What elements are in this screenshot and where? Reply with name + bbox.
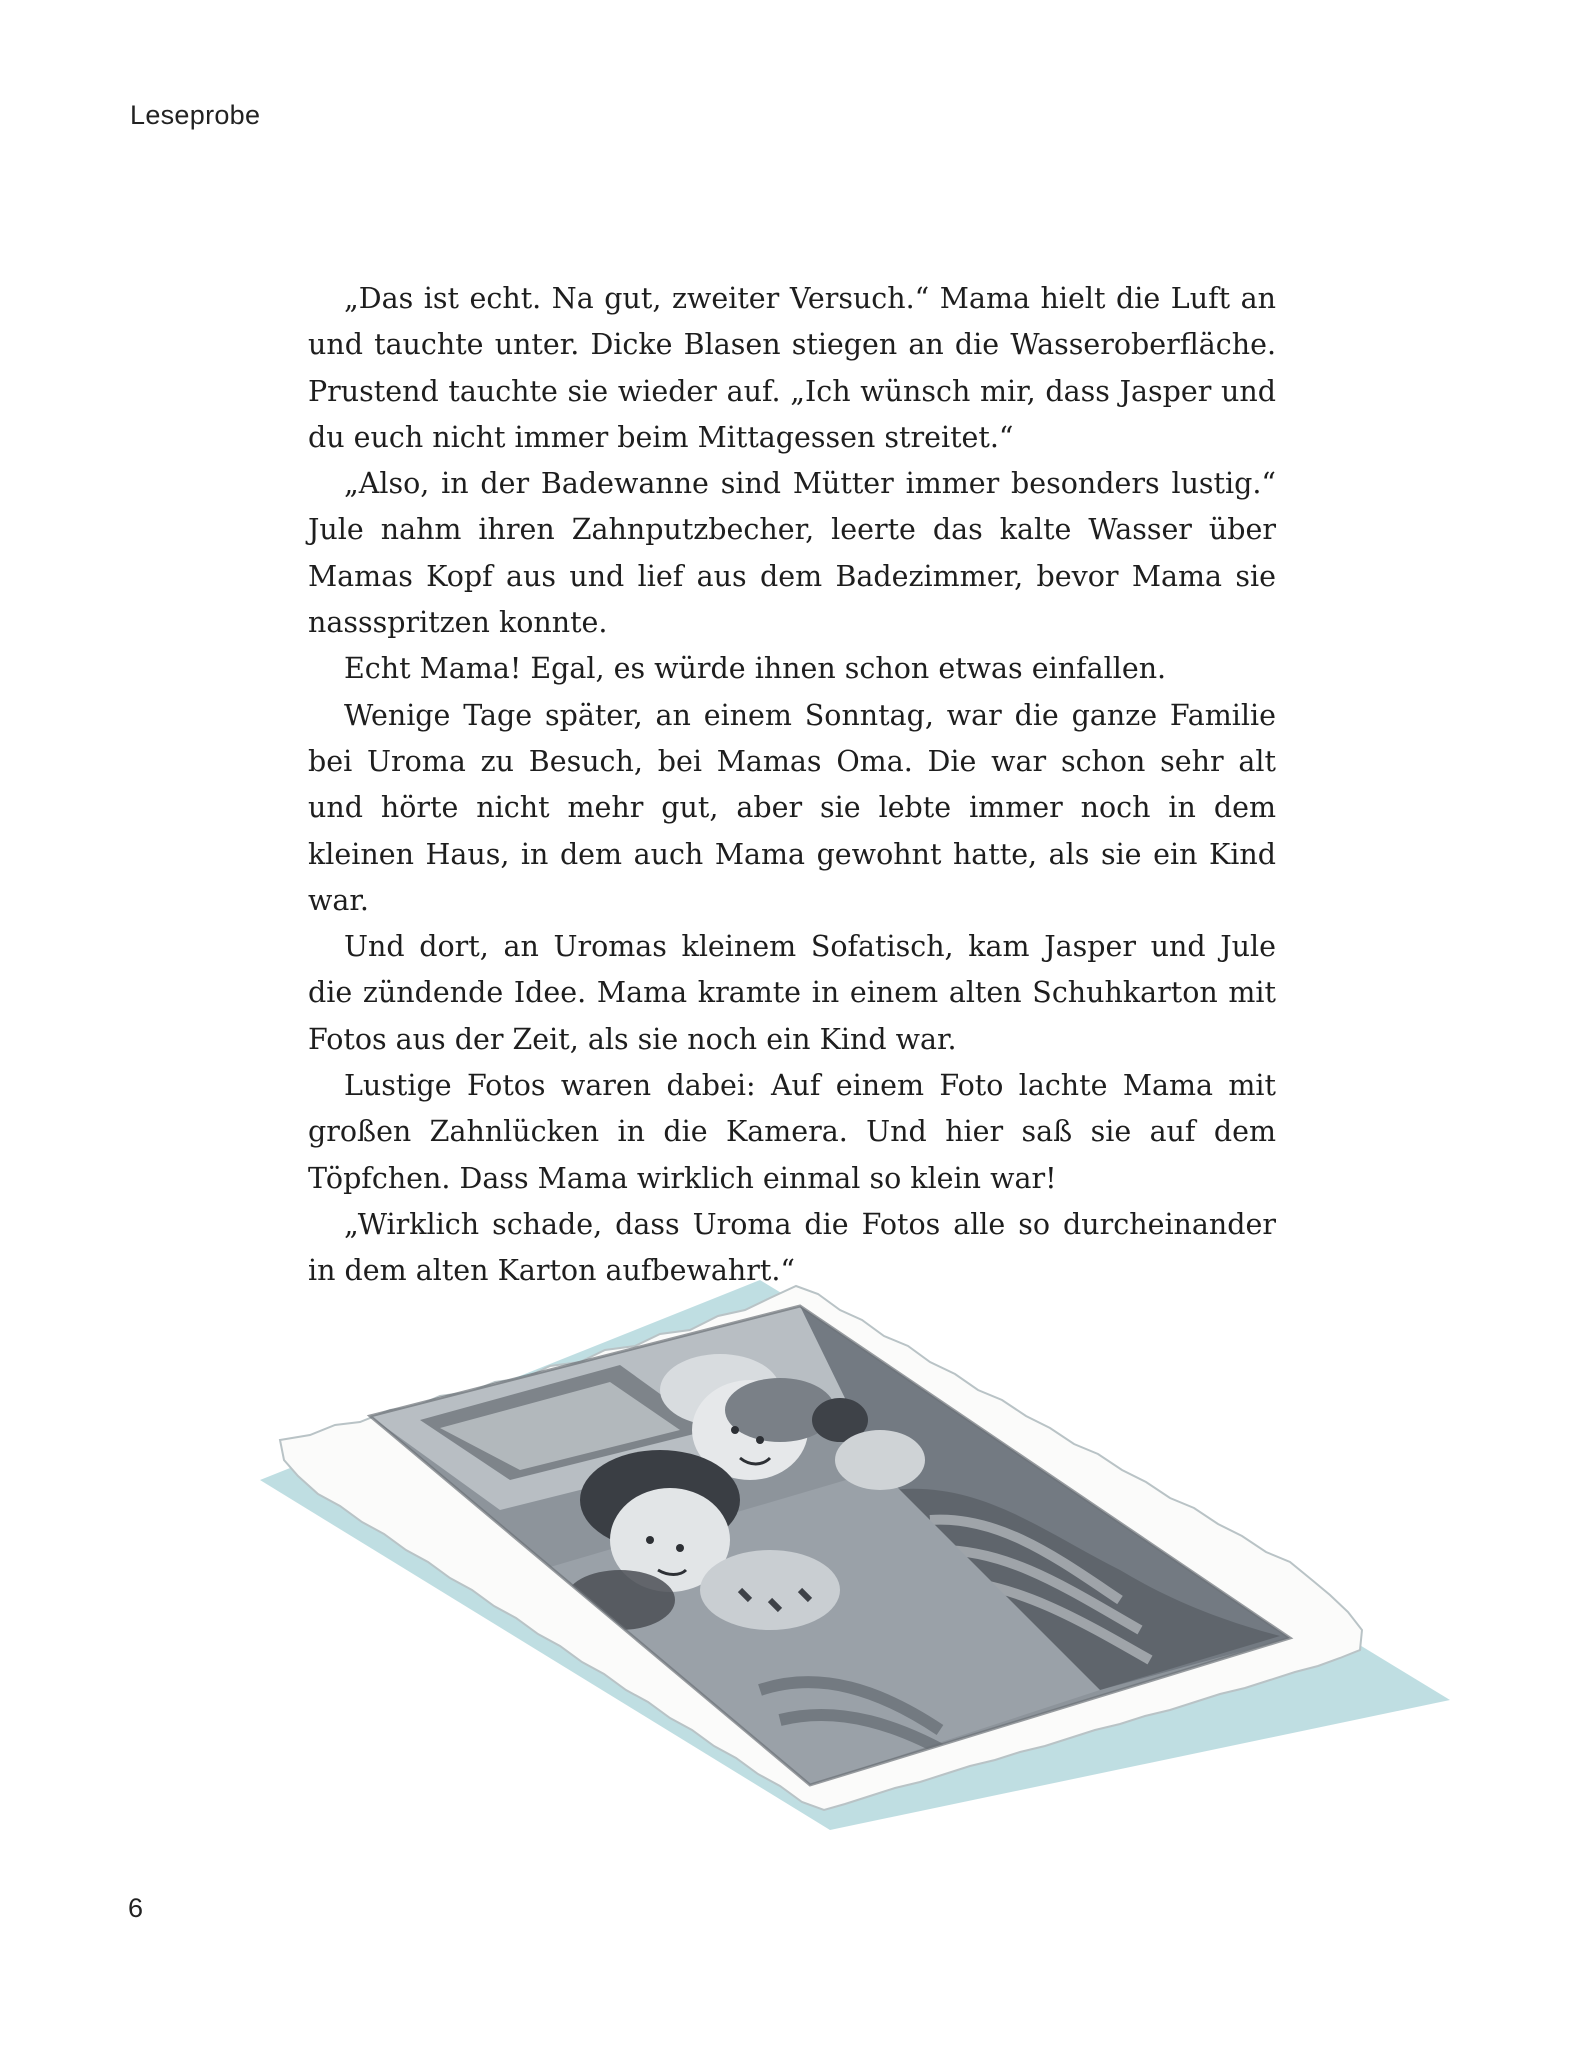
old-photo-illustration [240,1270,1460,1830]
paragraph: Echt Mama! Egal, es würde ihnen schon etwas einfallen. [344,652,1167,686]
paragraph: „Wirklich schade, dass Uroma die Fotos alle so durcheinander in dem alten Karton aufbewahrt.“ [308,1207,1276,1288]
paragraph: „Also, in der Badewanne sind Mütter immer besonders lustig.“ Jule nahm ihren Zahnputzbecher, leerte das kalte Wasser über Mamas Kopf aus und lief aus dem Badezimmer, bevor Mama sie nassspritzen konnte. [308,467,1276,640]
page-number: 6 [128,1893,144,1923]
paragraph: Lustige Fotos waren dabei: Auf einem Foto lachte Mama mit großen Zahnlücken in die Kamera. Und hier saß sie auf dem Töpfchen. Dass Mama wirklich einmal so klein war! [308,1069,1276,1195]
paragraph: „Das ist echt. Na gut, zweiter Versuch.“ Mama hielt die Luft an und tauchte unter. Dicke Blasen stiegen an die Wasseroberfläche. Prustend tauchte sie wieder auf. „Ich wünsch mir, dass Jasper und du euch nicht immer beim Mittagessen streitet.“ [308,282,1276,454]
paragraph: Und dort, an Uromas kleinem Sofatisch, kam Jasper und Jule die zündende Idee. Mama kramte in einem alten Schuhkarton mit Fotos aus der Zeit, als sie noch ein Kind war. [308,930,1276,1056]
header-label: Leseprobe [130,100,261,130]
story-text [308,276,1276,1295]
paragraph: Wenige Tage später, an einem Sonntag, war die ganze Familie bei Uroma zu Besuch, bei Mamas Oma. Die war schon sehr alt und hörte nicht mehr gut, aber sie lebte immer noch in dem kleinen Haus, in dem auch Mama gewohnt hatte, als sie ein Kind war. [308,698,1276,917]
